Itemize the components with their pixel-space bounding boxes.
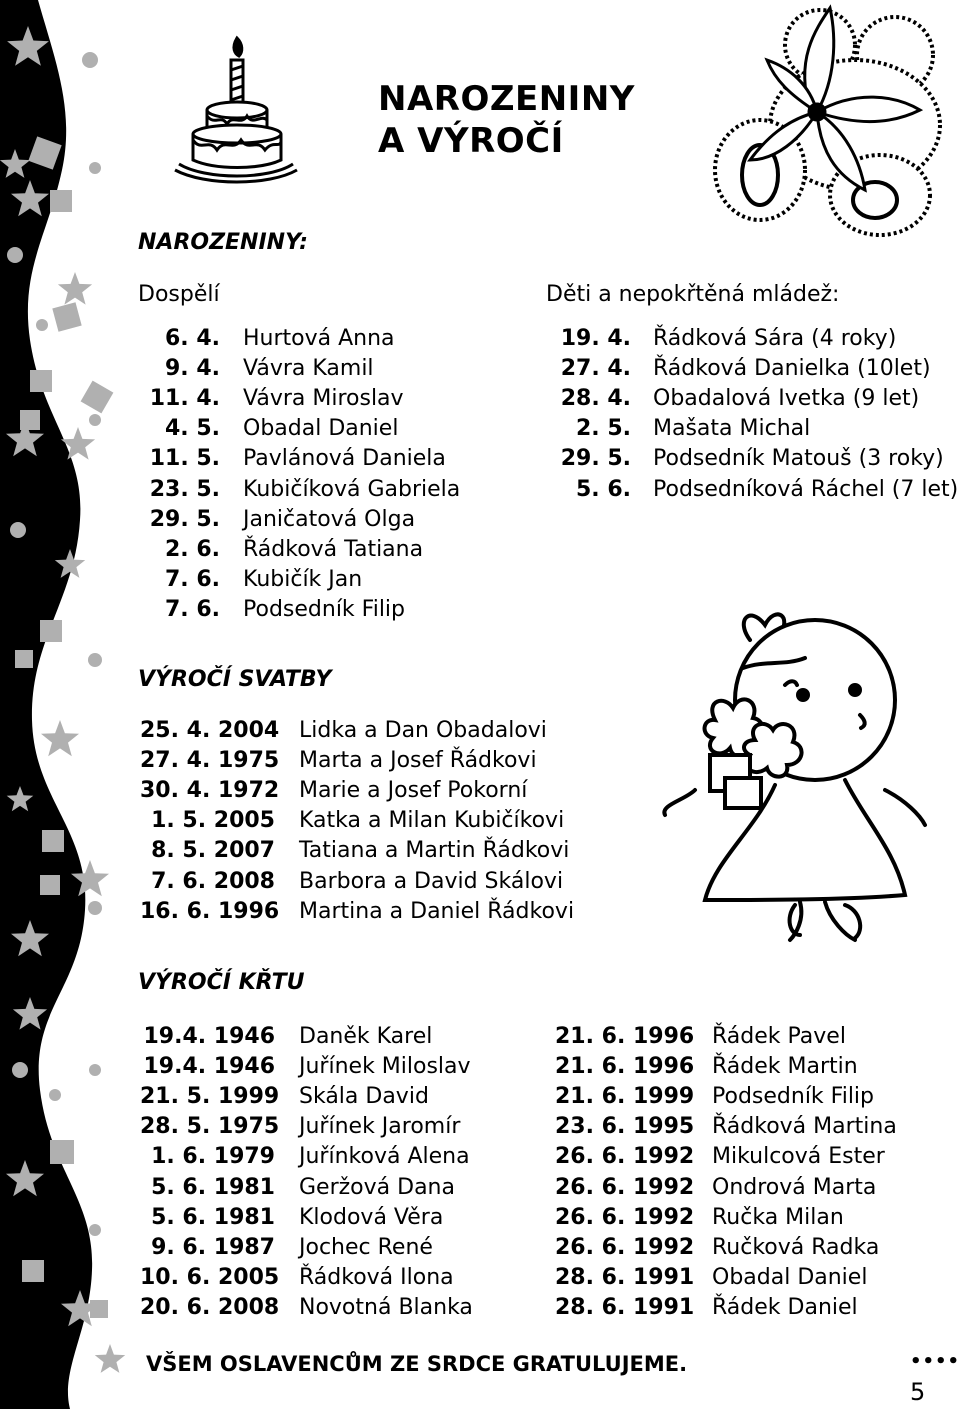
title-line-1: NAROZENINY xyxy=(378,79,635,119)
list-item xyxy=(555,1112,897,1142)
list-item xyxy=(140,806,574,836)
children-label: Děti a nepokřtěná mládež: xyxy=(546,282,840,307)
entry-date: 5. 6. 1981 xyxy=(151,1174,275,1200)
list-item xyxy=(140,474,460,504)
dot-icon xyxy=(36,319,48,331)
square-icon xyxy=(42,830,64,852)
entry-name: Barbora a David Skálovi xyxy=(299,868,564,894)
entry-name: Juřínek Miloslav xyxy=(299,1053,471,1079)
entry-date: 8. 5. 2007 xyxy=(151,838,275,864)
list-item xyxy=(548,414,958,444)
dot-icon xyxy=(89,1064,101,1076)
dots-ornament: •••• xyxy=(910,1351,960,1372)
entry-name: Marie a Josef Pokorní xyxy=(299,777,528,803)
entry-name: Podsedník Filip xyxy=(243,597,406,623)
list-item xyxy=(140,1172,473,1202)
title-line-2: A VÝROČÍ xyxy=(378,121,564,161)
dot-icon xyxy=(89,1224,101,1236)
entry-date: 2. 6. xyxy=(165,536,220,562)
entry-date: 28. 5. 1975 xyxy=(140,1114,280,1140)
square-icon xyxy=(20,410,40,430)
list-item xyxy=(140,715,574,745)
entry-name: Řádek Martin xyxy=(712,1053,858,1079)
list-item xyxy=(548,383,958,413)
entry-date: 1. 5. 2005 xyxy=(151,808,275,834)
entry-name: Obadal Daniel xyxy=(243,416,399,442)
square-icon xyxy=(30,370,52,392)
baptisms-list-left xyxy=(140,1021,473,1323)
flower-bear-illustration xyxy=(705,0,960,245)
entry-name: Katka a Milan Kubičíkovi xyxy=(299,808,565,834)
list-item xyxy=(140,1112,473,1142)
entry-date: 26. 6. 1992 xyxy=(555,1234,695,1260)
dot-icon xyxy=(88,901,102,915)
entry-name: Obadal Daniel xyxy=(712,1265,868,1291)
entry-name: Řádek Daniel xyxy=(712,1295,858,1321)
square-icon xyxy=(50,1140,74,1164)
list-item xyxy=(555,1232,897,1262)
entry-date: 29. 5. xyxy=(560,446,631,472)
entry-date: 2. 5. xyxy=(576,416,631,442)
list-item xyxy=(140,534,460,564)
square-icon xyxy=(50,190,72,212)
entry-date: 19.4. 1946 xyxy=(143,1053,275,1079)
entry-name: Ručková Radka xyxy=(712,1234,880,1260)
entry-date: 4. 5. xyxy=(165,416,220,442)
entry-name: Kubičíková Gabriela xyxy=(243,476,461,502)
entry-name: Řádková Danielka (10let) xyxy=(653,355,931,381)
entry-name: Ondrová Marta xyxy=(712,1174,877,1200)
entry-name: Klodová Věra xyxy=(299,1204,444,1230)
entry-date: 26. 6. 1992 xyxy=(555,1204,695,1230)
entry-name: Janičatová Olga xyxy=(243,506,416,532)
list-item xyxy=(140,595,460,625)
entry-name: Lidka a Dan Obadalovi xyxy=(299,717,547,743)
page-title xyxy=(378,78,635,162)
entry-name: Podsedník Matouš (3 roky) xyxy=(653,446,944,472)
list-item xyxy=(140,414,460,444)
entry-name: Juřínková Alena xyxy=(299,1144,470,1170)
entry-name: Obadalová Ivetka (9 let) xyxy=(653,385,920,411)
entry-name: Tatiana a Martin Řádkovi xyxy=(299,838,570,864)
entry-name: Řádek Pavel xyxy=(712,1023,846,1049)
list-item xyxy=(555,1172,897,1202)
entry-date: 29. 5. xyxy=(149,506,220,532)
children-birthday-list xyxy=(548,323,958,504)
entry-name: Řádková Sára (4 roky) xyxy=(653,325,897,351)
entry-name: Skála David xyxy=(299,1083,429,1109)
entry-name: Řádková Ilona xyxy=(299,1265,454,1291)
entry-name: Mikulcová Ester xyxy=(712,1144,885,1170)
entry-date: 26. 6. 1992 xyxy=(555,1144,695,1170)
entry-name: Podsedníková Ráchel (7 let) xyxy=(653,476,959,502)
entry-name: Geržová Dana xyxy=(299,1174,455,1200)
entry-date: 28. 4. xyxy=(560,385,631,411)
list-item xyxy=(140,896,574,926)
list-item xyxy=(140,836,574,866)
entry-name: Mašata Michal xyxy=(653,416,811,442)
list-item xyxy=(555,1293,897,1323)
dot-icon xyxy=(49,1089,61,1101)
entry-date: 26. 6. 1992 xyxy=(555,1174,695,1200)
list-item xyxy=(548,323,958,353)
entry-name: Pavlánová Daniela xyxy=(243,446,446,472)
entry-date: 21. 6. 1996 xyxy=(555,1053,695,1079)
entry-date: 28. 6. 1991 xyxy=(555,1265,695,1291)
entry-date: 7. 6. xyxy=(165,597,220,623)
birthdays-heading: NAROZENINY: xyxy=(138,230,308,255)
entry-date: 10. 6. 2005 xyxy=(140,1265,280,1291)
list-item xyxy=(555,1142,897,1172)
entry-name: Marta a Josef Řádkovi xyxy=(299,747,537,773)
page-number: 5 xyxy=(910,1378,926,1406)
list-item xyxy=(140,565,460,595)
footer-greeting: VŠEM OSLAVENCŮM ZE SRDCE GRATULUJEME. xyxy=(146,1352,688,1376)
entry-date: 27. 4. 1975 xyxy=(140,747,280,773)
square-icon xyxy=(90,1300,108,1318)
entry-date: 11. 4. xyxy=(149,385,220,411)
entry-date: 1. 6. 1979 xyxy=(151,1144,275,1170)
entry-date: 7. 6. 2008 xyxy=(151,868,275,894)
entry-name: Jochec René xyxy=(299,1234,433,1260)
list-item xyxy=(140,1232,473,1262)
entry-name: Juřínek Jaromír xyxy=(299,1114,461,1140)
entry-name: Vávra Miroslav xyxy=(243,385,404,411)
list-item xyxy=(555,1081,897,1111)
list-item xyxy=(548,474,958,504)
entry-name: Novotná Blanka xyxy=(299,1295,473,1321)
entry-date: 21. 6. 1996 xyxy=(555,1023,695,1049)
entry-date: 20. 6. 2008 xyxy=(140,1295,280,1321)
list-item xyxy=(555,1202,897,1232)
baptisms-list-right xyxy=(555,1021,897,1323)
list-item xyxy=(140,775,574,805)
list-item xyxy=(140,1263,473,1293)
square-icon xyxy=(40,875,60,895)
entry-name: Hurtová Anna xyxy=(243,325,395,351)
cake-illustration xyxy=(165,30,300,190)
list-item xyxy=(140,866,574,896)
entry-date: 6. 4. xyxy=(165,325,220,351)
entry-date: 19. 4. xyxy=(560,325,631,351)
entry-date: 9. 4. xyxy=(165,355,220,381)
list-item xyxy=(140,383,460,413)
list-item xyxy=(555,1263,897,1293)
adults-label: Dospělí xyxy=(138,282,220,307)
entry-name: Martina a Daniel Řádkovi xyxy=(299,898,575,924)
dot-icon xyxy=(89,162,101,174)
list-item xyxy=(140,1021,473,1051)
dot-icon xyxy=(7,247,23,263)
adults-birthday-list xyxy=(140,323,460,625)
list-item xyxy=(555,1021,897,1051)
dot-icon xyxy=(82,52,98,68)
square-icon xyxy=(15,650,33,668)
list-item xyxy=(140,504,460,534)
entry-date: 27. 4. xyxy=(560,355,631,381)
list-item xyxy=(140,323,460,353)
list-item xyxy=(548,444,958,474)
list-item xyxy=(555,1051,897,1081)
entry-name: Vávra Kamil xyxy=(243,355,374,381)
square-icon xyxy=(52,302,81,331)
list-item xyxy=(140,1081,473,1111)
entry-date: 19.4. 1946 xyxy=(143,1023,275,1049)
entry-name: Daněk Karel xyxy=(299,1023,433,1049)
dot-icon xyxy=(89,414,101,426)
girl-with-flowers-illustration xyxy=(655,600,955,945)
star-icon xyxy=(95,1344,125,1373)
square-icon xyxy=(22,1260,44,1282)
dot-icon xyxy=(12,1062,28,1078)
entry-date: 9. 6. 1987 xyxy=(151,1234,275,1260)
list-item xyxy=(548,353,958,383)
entry-date: 16. 6. 1996 xyxy=(140,898,280,924)
dot-icon xyxy=(10,522,26,538)
list-item xyxy=(140,1293,473,1323)
entry-date: 5. 6. 1981 xyxy=(151,1204,275,1230)
list-item xyxy=(140,745,574,775)
weddings-list xyxy=(140,715,574,926)
decorative-border xyxy=(0,0,130,1409)
entry-date: 21. 5. 1999 xyxy=(140,1083,280,1109)
entry-date: 23. 5. xyxy=(149,476,220,502)
entry-name: Kubičík Jan xyxy=(243,567,363,593)
entry-date: 7. 6. xyxy=(165,567,220,593)
entry-date: 28. 6. 1991 xyxy=(555,1295,695,1321)
star-icon xyxy=(58,272,92,305)
entry-name: Podsedník Filip xyxy=(712,1083,875,1109)
entry-date: 23. 6. 1995 xyxy=(555,1114,695,1140)
star-icon xyxy=(41,720,79,756)
entry-name: Ručka Milan xyxy=(712,1204,844,1230)
list-item xyxy=(140,353,460,383)
entry-date: 30. 4. 1972 xyxy=(140,777,280,803)
list-item xyxy=(140,1202,473,1232)
entry-name: Řádková Martina xyxy=(712,1114,897,1140)
entry-name: Řádková Tatiana xyxy=(243,536,424,562)
entry-date: 25. 4. 2004 xyxy=(140,717,280,743)
entry-date: 11. 5. xyxy=(149,446,220,472)
list-item xyxy=(140,444,460,474)
entry-date: 21. 6. 1999 xyxy=(555,1083,695,1109)
list-item xyxy=(140,1051,473,1081)
square-icon xyxy=(40,620,62,642)
entry-date: 5. 6. xyxy=(576,476,631,502)
weddings-heading: VÝROČÍ SVATBY xyxy=(138,667,332,692)
square-icon xyxy=(81,381,114,414)
baptisms-heading: VÝROČÍ KŘTU xyxy=(138,970,305,995)
dot-icon xyxy=(88,653,102,667)
list-item xyxy=(140,1142,473,1172)
